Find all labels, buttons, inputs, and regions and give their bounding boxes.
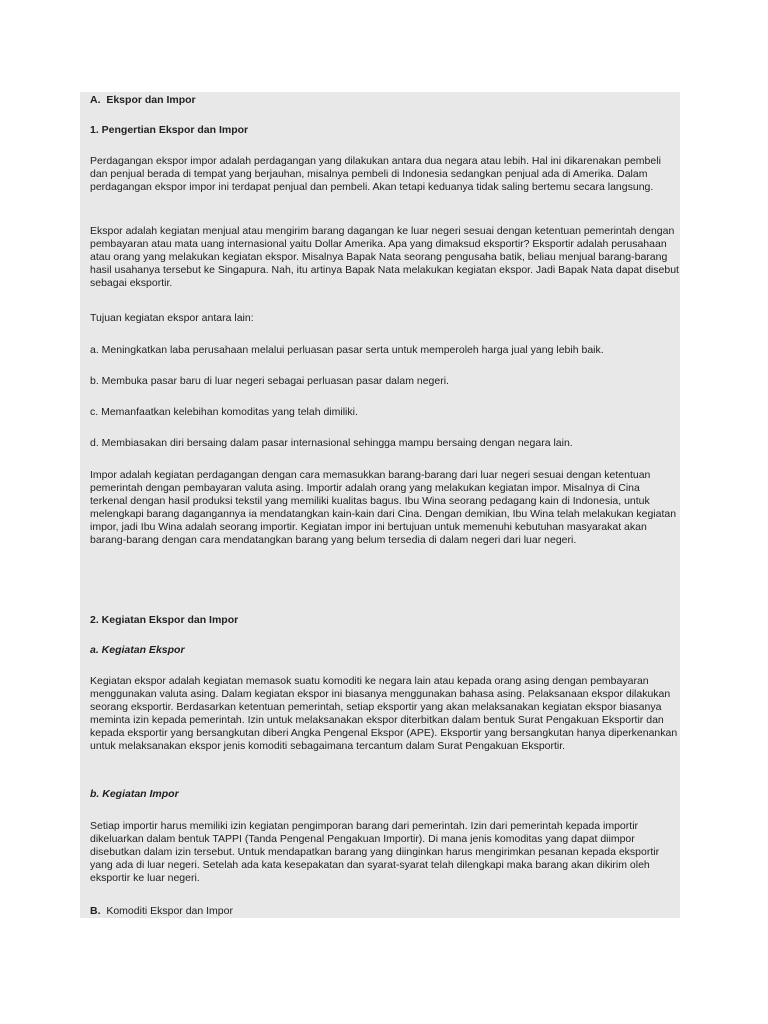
subheading-b: b. Kegiatan Impor <box>90 788 179 800</box>
heading-1: 1. Pengertian Ekspor dan Impor <box>90 124 249 136</box>
paragraph-2: Ekspor adalah kegiatan menjual atau mengirim barang dagangan ke luar negeri sesuai dengan ketentuan pemerintah dengan pembayaran atau mata uang internasional yaitu Dollar Amerika. Apa yang dimaksud eksportir? Eksportir adalah perusahaan atau orang yang melakukan kegiatan ekspor. Misalnya Bapak Nata seorang pengusaha batik, beliau menjual barang-barang hasil usahanya tersebut ke Singapura. Nah, itu artinya Bapak Nata melakukan kegiatan ekspor. Jadi Bapak Nata dapat disebut sebagai eksportir. <box>90 225 679 289</box>
list-item-d: d. Membiasakan diri bersaing dalam pasar internasional sehingga mampu bersaing dengan negara lain. <box>90 437 573 449</box>
section-b-heading <box>90 905 680 918</box>
section-a-letter: A. <box>90 94 101 106</box>
list-item-a: a. Meningkatkan laba perusahaan melalui perluasan pasar serta untuk memperoleh harga jual yang lebih baik. <box>90 344 604 356</box>
section-a-heading <box>90 94 680 107</box>
document-page <box>80 92 680 918</box>
paragraph-5: Kegiatan ekspor adalah kegiatan memasok suatu komoditi ke negara lain atau kepada orang asing dengan pembayaran menggunakan valuta asing. Dalam kegiatan ekspor ini biasanya menggunakan bahasa asing. Pelaksanaan ekspor dilakukan seorang eksportir. Berdasarkan ketentuan pemerintah, setiap eksportir yang akan melaksanakan kegiatan ekspor biasanya meminta izin kepada pemerintah. Izin untuk melaksanakan ekspor diterbitkan dalam bentuk Surat Pengakuan Eksportir dan kepada eksportir yang bersangkutan diberi Angka Pengenal Ekspor (APE). Eksportir yang bersangkutan hanya diperkenankan untuk melaksanakan ekspor jenis komoditi sebagaimana tercantum dalam Surat Pengakuan Eksportir. <box>90 675 678 752</box>
heading-2: 2. Kegiatan Ekspor dan Impor <box>90 614 239 626</box>
paragraph-6: Setiap importir harus memiliki izin kegiatan pengimporan barang dari pemerintah. Izin dari pemerintah kepada importir dikeluarkan dalam bentuk TAPPI (Tanda Pengenal Pengakuan Importir). Di mana jenis komoditas yang dapat diimpor disebutkan dalam izin tersebut. Untuk mendapatkan barang yang diinginkan harus mengirimkan pesanan kepada eksportir yang ada di luar negeri. Setelah ada kata kesepakatan dan syarat-syarat telah dilengkapi maka barang akan dikirim oleh eksportir ke luar negeri. <box>90 820 660 884</box>
section-b-title: Komoditi Ekspor dan Impor <box>106 905 233 917</box>
list-item-c: c. Memanfaatkan kelebihan komoditas yang telah dimiliki. <box>90 406 358 418</box>
section-a-title: Ekspor dan Impor <box>106 94 196 106</box>
paragraph-3: Tujuan kegiatan ekspor antara lain: <box>90 312 254 324</box>
section-b-letter: B. <box>90 905 101 917</box>
paragraph-4: Impor adalah kegiatan perdagangan dengan cara memasukkan barang-barang dari luar negeri sesuai dengan ketentuan pemerintah dengan pembayaran valuta asing. Importir adalah orang yang melakukan kegiatan impor. Misalnya di Cina terkenal dengan hasil produksi tekstil yang memiliki kualitas bagus. Ibu Wina seorang pedagang kain di Indonesia, untuk melengkapi barang dagangannya ia mendatangkan kain-kain dari Cina. Dengan demikian, Ibu Wina telah melakukan kegiatan impor, jadi Ibu Wina adalah seorang importir. Kegiatan impor ini bertujuan untuk memenuhi kebutuhan masyarakat akan barang-barang dengan cara mendatangkan barang yang belum tersedia di dalam negeri dari luar negeri. <box>90 469 677 546</box>
subheading-a: a. Kegiatan Ekspor <box>90 644 185 656</box>
list-item-b: b. Membuka pasar baru di luar negeri sebagai perluasan pasar dalam negeri. <box>90 375 449 387</box>
paragraph-1: Perdagangan ekspor impor adalah perdagangan yang dilakukan antara dua negara atau lebih. Hal ini dikarenakan pembeli dan penjual berada di tempat yang berjauhan, misalnya pembeli di Indonesia sedangkan penjual ada di Amerika. Dalam perdagangan ekspor impor ini terdapat penjual dan pembeli. Akan tetapi keduanya tidak saling bertemu secara langsung. <box>90 155 661 193</box>
